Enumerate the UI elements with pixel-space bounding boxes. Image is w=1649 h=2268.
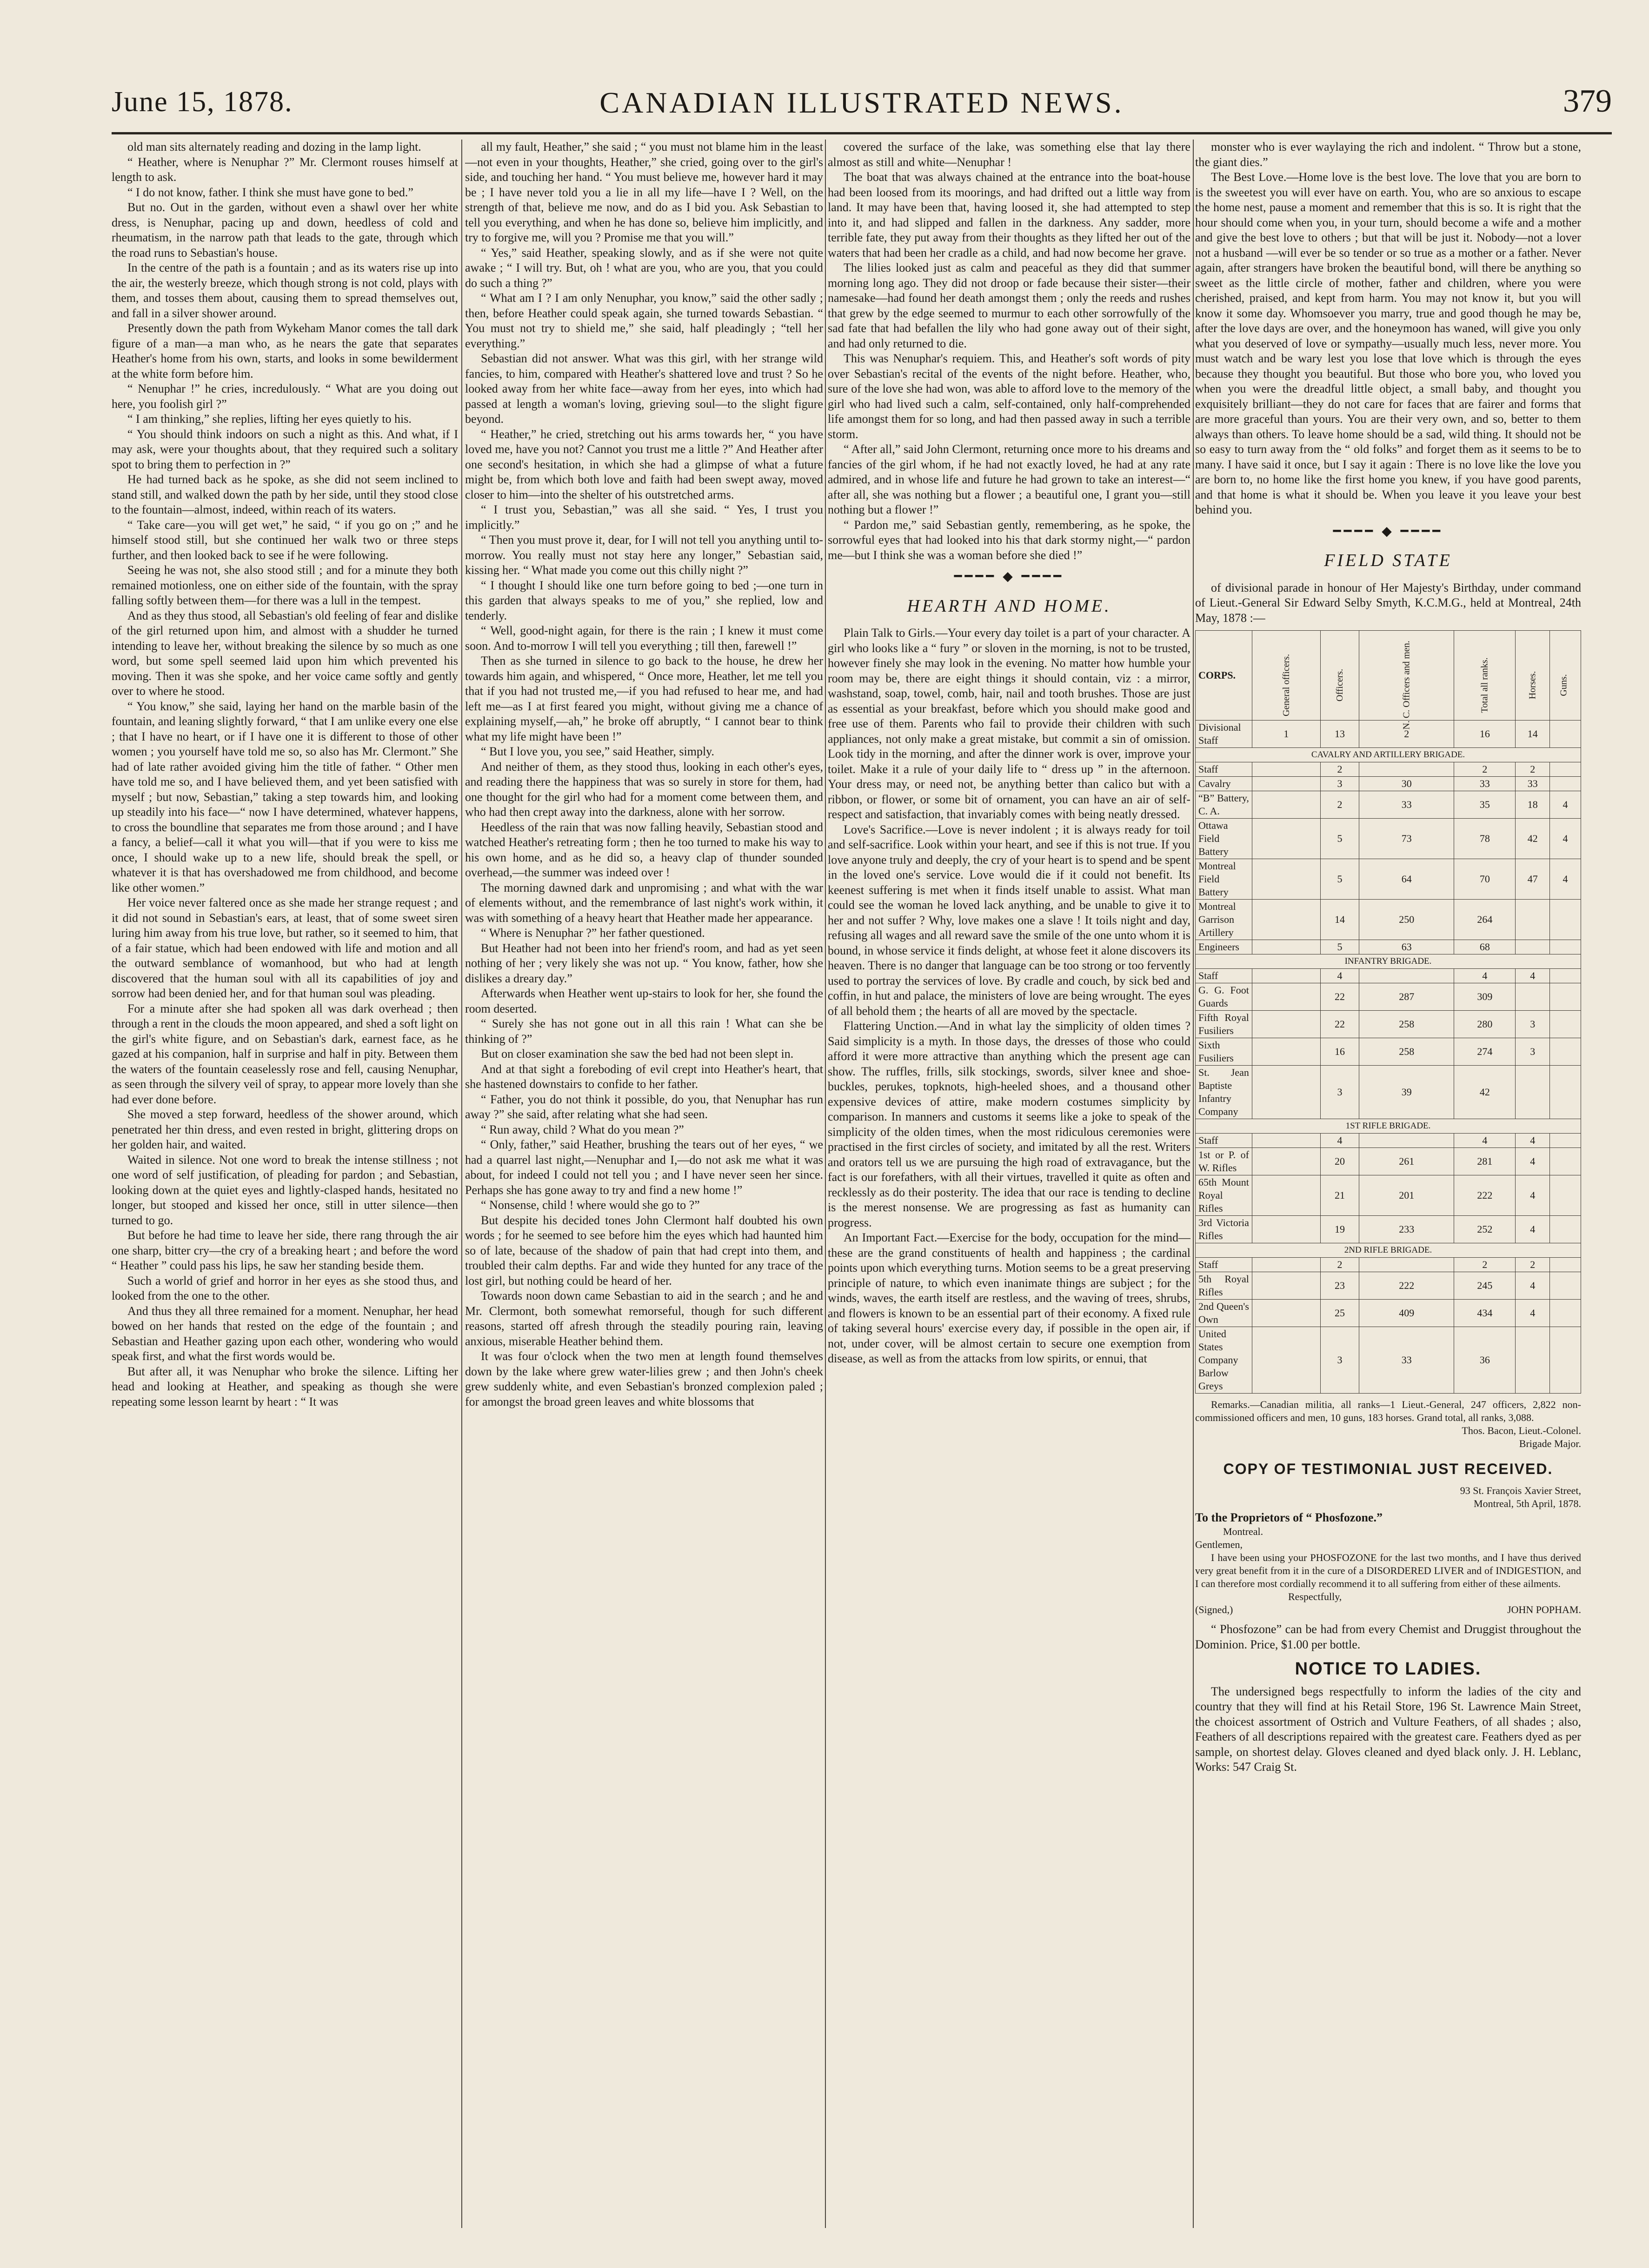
- table-cell: 68: [1454, 940, 1516, 954]
- table-cell: [1359, 762, 1454, 777]
- table-cell: 233: [1359, 1216, 1454, 1243]
- table-cell: [1359, 1258, 1454, 1272]
- table-row: [1196, 1272, 1581, 1300]
- table-cell: 73: [1359, 819, 1454, 859]
- table-cell: St. Jean Baptiste Infantry Company: [1196, 1066, 1252, 1119]
- table-cell: 4: [1550, 791, 1581, 819]
- table-cell: [1516, 940, 1550, 954]
- paragraph: And neither of them, as they stood thus, looking in each other's eyes, and reading there the happiness that was so surely in store for them, had one thought for the girl who had for a moment come between them, and who had then crept away into the darkness, alone with her sorrow.: [465, 760, 823, 819]
- field-state-remarks: Remarks.—Canadian militia, all ranks—1 Lieut.-General, 247 officers, 2,822 non-commissioned officers and men, 10 guns, 183 horses. Grand total, all ranks, 3,088.: [1195, 1399, 1581, 1423]
- table-cell: [1550, 1216, 1581, 1243]
- paragraph: “ Nonsense, child ! where would she go to ?”: [481, 1198, 700, 1212]
- table-cell: [1252, 1038, 1320, 1066]
- table-cell: 287: [1359, 983, 1454, 1011]
- table-cell: 78: [1454, 819, 1516, 859]
- paragraph: “ Surely she has not gone out in all this rain ! What can she be thinking of ?”: [465, 1017, 823, 1046]
- table-cell: [1550, 762, 1581, 777]
- table-cell: 4: [1516, 1134, 1550, 1148]
- table-row: [1196, 859, 1581, 900]
- table-cell: 33: [1454, 777, 1516, 791]
- column-1: [112, 140, 458, 2228]
- table-cell: [1550, 983, 1581, 1011]
- table-cell: 245: [1454, 1272, 1516, 1300]
- masthead-rule: [112, 132, 1612, 134]
- testimonial-signed: (Signed,): [1195, 1604, 1233, 1615]
- table-cell: 2: [1320, 762, 1359, 777]
- table-cell: 3: [1320, 1327, 1359, 1394]
- paragraph: But before he had time to leave her side, there rang through the air one sharp, bitter cry—the cry of a breaking heart ; and before the word “ Heather ” could pass his lips, he saw her standing beside them.: [112, 1228, 458, 1272]
- table-row: [1196, 762, 1581, 777]
- paragraph: “ But I love you, you see,” said Heather, simply.: [481, 745, 714, 758]
- table-cell: 222: [1359, 1272, 1454, 1300]
- table-group-heading: [1196, 1243, 1581, 1258]
- table-cell: [1252, 1066, 1320, 1119]
- table-cell: 16: [1320, 1038, 1359, 1066]
- table-cell: 434: [1454, 1300, 1516, 1327]
- testimonial-signature: [1195, 1603, 1581, 1616]
- table-cell: 25: [1320, 1300, 1359, 1327]
- table-cell: 21: [1320, 1175, 1359, 1216]
- table-cell: 33: [1359, 1327, 1454, 1394]
- table-cell: 70: [1454, 859, 1516, 900]
- paragraph: Presently down the path from Wykeham Manor comes the tall dark figure of a man—a man who, as he nears the gate that separates Heather's home from his own, starts, and looks in some bewilderment at the white form before him.: [112, 321, 458, 380]
- masthead: [112, 74, 1612, 130]
- table-cell: 19: [1320, 1216, 1359, 1243]
- table-cell: 4: [1454, 1134, 1516, 1148]
- table-cell: 5: [1320, 859, 1359, 900]
- paragraph: Sebastian did not answer. What was this girl, with her strange wild fancies, to him, compared with Heather's shattered love and trust ? So he looked away from her white face—away from her eyes, into which had passed at length a woman's loving, grieving soul—to the slight figure beyond.: [465, 352, 823, 426]
- table-cell: 258: [1359, 1011, 1454, 1038]
- table-row: [1196, 1134, 1581, 1148]
- paragraph: “ Nenuphar !” he cries, incredulously. “ What are you doing out here, you foolish girl ?”: [112, 382, 458, 411]
- paragraph: “ Take care—you will get wet,” he said, “ if you go on ;” and he himself stood still, but she continued her walk two or three steps further, and then looked back to see if he were following.: [112, 518, 458, 562]
- paragraph: And thus they all three remained for a moment. Nenuphar, her head bowed on her hands that rested on the edge of the fountain ; and Sebastian and Heather gazing upon each other, wondering who would speak first, and what the first words would be.: [112, 1304, 458, 1363]
- column-divider: [825, 140, 826, 2228]
- table-row: [1196, 983, 1581, 1011]
- paragraph: “ You should think indoors on such a night as this. And what, if I may ask, were your thoughts about, that they required such a solitary spot to bring them to perfection in ?”: [112, 427, 458, 471]
- table-cell: [1550, 1038, 1581, 1066]
- paragraph: old man sits alternately reading and dozing in the lamp light.: [127, 140, 421, 153]
- table-cell: 281: [1454, 1148, 1516, 1175]
- table-row: [1196, 1258, 1581, 1272]
- table-row: [1196, 940, 1581, 954]
- table-row: [1196, 969, 1581, 983]
- table-cell: [1252, 1272, 1320, 1300]
- notice-body: The undersigned begs respectfully to inform the ladies of the city and country that they will find at his Retail Store, 196 St. Lawrence Main Street, the choicest assortment of Ostrich and Vulture Feathers, of all shades ; also, Feathers of all descriptions repaired with the greatest care. Feathers dyed as per sample, on shortest delay. Gloves cleaned and dyed black only. J. H. Leblanc, Works: 547 Craig St.: [1195, 1684, 1581, 1774]
- paragraph: An Important Fact.—Exercise for the body, occupation for the mind—these are the grand constituents of health and happiness ; the cardinal points upon which everything turns. Motion seems to be a great preserving principle of nature, to which even inanimate things are subject ; for the winds, waves, the earth itself are restless, and the waving of trees, shrubs, and flowers is known to be an essential part of their economy. A fixed rule of taking several hours' exercise every day, if possible in the open air, if not, under cover, will be almost certain to secure one exemption from disease, as well as from the attacks from low spirits, or ennui, that: [828, 1231, 1190, 1365]
- section-title: HEARTH AND HOME.: [907, 596, 1111, 616]
- testimonial-closing: Respectfully,: [1288, 1591, 1342, 1602]
- paragraph: “ Only, father,” said Heather, brushing the tears out of her eyes, “ we had a quarrel last night,—Nenuphar and I,—do not ask me what it was about, for indeed I could not tell you ; and I have never seen her since. Perhaps she has gone away to try and find a new home !”: [465, 1138, 823, 1197]
- table-cell: [1359, 969, 1454, 983]
- testimonial-date: Montreal, 5th April, 1878.: [1474, 1497, 1581, 1509]
- table-cell: [1550, 1258, 1581, 1272]
- signature-name: Thos. Bacon, Lieut.-Colonel.: [1462, 1425, 1581, 1436]
- table-cell: [1550, 1327, 1581, 1394]
- table-cell: Cavalry: [1196, 777, 1252, 791]
- table-cell: [1516, 1066, 1550, 1119]
- table-row: [1196, 720, 1581, 748]
- table-cell: 4: [1320, 1134, 1359, 1148]
- paragraph: Such a world of grief and horror in her eyes as she stood thus, and looked from the one to the other.: [112, 1274, 458, 1302]
- table-cell: 4: [1516, 1272, 1550, 1300]
- table-cell: [1550, 1175, 1581, 1216]
- paragraph: “ Father, you do not think it possible, do you, that Nenuphar has run away ?” she said, after relating what she had seen.: [465, 1092, 823, 1121]
- table-cell: Ottawa Field Battery: [1196, 819, 1252, 859]
- testimonial-city: Montreal.: [1223, 1526, 1263, 1537]
- paragraph: Seeing he was not, she also stood still ; and for a minute they both remained motionless, one on either side of the fountain, with the spray falling softly between them—for there was a lull in the tempest.: [112, 563, 458, 607]
- paragraph: “ I thought I should like one turn before going to bed ;—one turn in this garden that always speaks to me of you,” she replied, low and tenderly.: [465, 578, 823, 622]
- table-row: [1196, 777, 1581, 791]
- table-cell: 1st or P. of W. Rifles: [1196, 1148, 1252, 1175]
- paragraph: “ After all,” said John Clermont, returning once more to his dreams and fancies of the girl whom, if he had not exactly loved, he had at any rate admired, and in whose life and future he had grown to take an interest—“ after all, she was nothing but a flower ; a beautiful one, I grant you—still nothing but a flower !”: [828, 442, 1190, 516]
- table-cell: [1550, 1148, 1581, 1175]
- table-cell: 64: [1359, 859, 1454, 900]
- table-cell: Staff: [1196, 1134, 1252, 1148]
- table-cell: 14: [1516, 720, 1550, 748]
- table-cell: 5: [1320, 819, 1359, 859]
- table-header-label: N. C. Officers and men.: [1401, 640, 1412, 730]
- table-cell: G. G. Foot Guards: [1196, 983, 1252, 1011]
- table-cell: 14: [1320, 900, 1359, 940]
- paragraph: The morning dawned dark and unpromising ; and what with the war of elements without, and the remembrance of last night's work within, it was with something of a heavy heart that Heather made her appearance.: [465, 881, 823, 925]
- table-cell: 35: [1454, 791, 1516, 819]
- testimonial-address: 93 St. François Xavier Street,: [1460, 1484, 1581, 1496]
- table-cell: [1252, 777, 1320, 791]
- table-cell: 2nd Queen's Own: [1196, 1300, 1252, 1327]
- paragraph: The Best Love.—Home love is the best love. The love that you are born to is the sweetest you will ever have on earth. You, who are so anxious to escape the home nest, pause a moment and remember that this is so. It is right that the hour should come when you, in your turn, should become a wife and a mother and give the best love to others ; but that will be just it. Nobody—not a lover not a husband —will ever be so tender or so true as a mother or a father. Never again, after strangers have broken the beautiful bond, will there be anything so sweet as the little circle of mother, father and children, where you were cherished, praised, and kept from harm. You may not know it, but you will know it some day. Whomsoever you marry, true and good though he may be, after the love days are over, and the honeymoon has waned, will give you only what you deserved of love or sympathy—usually much less, never more. You must watch and be wary lest you lose that love which is through the eyes because they thought you beautiful. But those who bore you, who loved you when you were the dreadful little object, a small baby, and thought you exquisitely brilliant—they do not care for faces that are fairer and forms that are more graceful than yours. You are their very own, and so, better to them always than others. To leave home should be a sad, wild thing. It should not be so easy to turn away from the “ old folks” and forget them as it seems to be to many. I have said it once, but I say it again : There is no love like the love you are born to, no home like the first home you knew, if you have good parents, and that home is what it should be. When you leave it you leave your best behind you.: [1195, 170, 1581, 516]
- hearth-and-home-articles: [828, 626, 1190, 1367]
- table-group-heading: [1196, 748, 1581, 762]
- paragraph: “ Heather, where is Nenuphar ?” Mr. Clermont rouses himself at length to ask.: [112, 155, 458, 184]
- table-cell: [1252, 969, 1320, 983]
- group-heading-cell: 1ST RIFLE BRIGADE.: [1196, 1119, 1581, 1134]
- table-cell: [1550, 1300, 1581, 1327]
- table-cell: [1252, 762, 1320, 777]
- section-ornament: ━━━━ ◆ ━━━━: [954, 569, 1064, 584]
- table-cell: [1550, 720, 1581, 748]
- table-cell: 39: [1359, 1066, 1454, 1119]
- table-cell: 258: [1359, 1038, 1454, 1066]
- table-cell: 3: [1516, 1011, 1550, 1038]
- table-cell: [1550, 1134, 1581, 1148]
- table-group-heading: [1196, 1119, 1581, 1134]
- table-group-heading: [1196, 954, 1581, 969]
- table-row: [1196, 1327, 1581, 1394]
- paragraph: This was Nenuphar's requiem. This, and Heather's soft words of pity over Sebastian's recital of the events of the night before. Heather, who, sure of the love she had won, was able to afford love to the memory of the girl who had lived such a calm, self-contained, only half-comprehended life amongst them for so long, and had then passed away in such a terrible storm.: [828, 352, 1190, 441]
- table-header-label: General officers.: [1281, 654, 1291, 717]
- table-cell: 2: [1454, 1258, 1516, 1272]
- paragraph: “ I am thinking,” she replies, lifting her eyes quietly to his.: [127, 412, 412, 426]
- table-cell: 4: [1516, 1216, 1550, 1243]
- table-row: [1196, 1300, 1581, 1327]
- table-header: [1252, 631, 1320, 720]
- table-cell: [1252, 1148, 1320, 1175]
- column-4: [1195, 140, 1581, 2228]
- table-cell: 5th Royal Rifles: [1196, 1272, 1252, 1300]
- table-cell: 42: [1516, 819, 1550, 859]
- table-cell: 2: [1359, 720, 1454, 748]
- table-cell: [1252, 819, 1320, 859]
- table-cell: 4: [1320, 969, 1359, 983]
- table-cell: 4: [1550, 819, 1581, 859]
- table-cell: 4: [1516, 1175, 1550, 1216]
- table-cell: 5: [1320, 940, 1359, 954]
- table-cell: 274: [1454, 1038, 1516, 1066]
- paragraph: Towards noon down came Sebastian to aid in the search ; and he and Mr. Clermont, both somewhat remorseful, though for such different reasons, started off afresh through the steadily pouring rain, leaving anxious, miserable Heather behind them.: [465, 1289, 823, 1348]
- table-header: [1550, 631, 1581, 720]
- table-cell: 4: [1516, 969, 1550, 983]
- table-cell: [1252, 1134, 1320, 1148]
- paragraph: “ Run away, child ? What do you mean ?”: [481, 1122, 684, 1136]
- table-cell: 3: [1320, 777, 1359, 791]
- table-cell: 63: [1359, 940, 1454, 954]
- paragraph: The boat that was always chained at the entrance into the boat-house had been loosed from its moorings, and had drifted out a little way from land. It may have been that, having loosed it, she had attempted to step into it, and had slipped and fallen in the darkness. Any sadder, more terrible fate, they put away from their thoughts as they lifted her out of the waters that had been her cradle as a child, and had now become her grave.: [828, 170, 1190, 260]
- paragraph: It was four o'clock when the two men at length found themselves down by the lake where grew water-lilies grew ; and then John's cheek grew suddenly white, and even Sebastian's bronzed complexion paled ; for amongst the broad green leaves and white blossoms that: [465, 1349, 823, 1408]
- table-cell: 280: [1454, 1011, 1516, 1038]
- column-3: [828, 140, 1190, 2228]
- paragraph: For a minute after she had spoken all was dark overhead ; then through a rent in the clouds the moon appeared, and shed a soft light on the girl's white figure, and on Sebastian's dark, earnest face, as he gazed at his companion, half in surprise and half in pity. Between them the waters of the fountain ceaselessly rose and fell, causing Nenuphar, as seen through the silvery veil of spray, to appear more lovely than she had ever done before.: [112, 1001, 458, 1106]
- table-cell: 13: [1320, 720, 1359, 748]
- testimonial-footer: “ Phosfozone” can be had from every Chemist and Druggist throughout the Dominion. Price, $1.00 per bottle.: [1195, 1622, 1581, 1651]
- table-row: [1196, 1038, 1581, 1066]
- table-row: [1196, 1175, 1581, 1216]
- table-cell: [1252, 1327, 1320, 1394]
- table-cell: 2: [1320, 1258, 1359, 1272]
- table-cell: 65th Mount Royal Rifles: [1196, 1175, 1252, 1216]
- table-row: [1196, 819, 1581, 859]
- paragraph: But no. Out in the garden, without even a shawl over her white dress, is Nenuphar, pacing up and down, heedless of cold and rheumatism, in the narrow path that leads to the gate, through which the road runs to Sebastian's house.: [112, 200, 458, 260]
- paragraph: In the centre of the path is a fountain ; and as its waters rise up into the air, the westerly breeze, which though strong is not cold, plays with them, and tosses them about, causing them to spread themselves out, and fall in a silver shower around.: [112, 261, 458, 320]
- table-header-label: Officers.: [1335, 668, 1345, 702]
- table-header: [1359, 631, 1454, 730]
- paragraph: “ I do not know, father. I think she must have gone to bed.”: [127, 185, 413, 199]
- table-cell: [1516, 900, 1550, 940]
- table-cell: 201: [1359, 1175, 1454, 1216]
- table-cell: [1252, 1216, 1320, 1243]
- table-cell: 4: [1516, 1148, 1550, 1175]
- table-cell: [1252, 859, 1320, 900]
- paragraph: “ Well, good-night again, for there is the rain ; I knew it must come soon. And to-morrow I will tell you everything ; till then, farewell !”: [465, 624, 823, 653]
- paragraph: But after all, it was Nenuphar who broke the silence. Lifting her head and looking at Heather, and speaking as though she were repeating some lesson learnt by heart : “ It was: [112, 1364, 458, 1408]
- paragraph: “ Pardon me,” said Sebastian gently, remembering, as he spoke, the sorrowful eyes that had looked into his that dark stormy night,—“ pardon me—but I think she was a woman before she died !”: [828, 518, 1190, 562]
- column-divider: [1193, 140, 1194, 2228]
- paragraph: She moved a step forward, heedless of the shower around, which penetrated her thin dress, and even rested in bright, glittering drops on her golden hair, and waited.: [112, 1107, 458, 1151]
- table-cell: 22: [1320, 983, 1359, 1011]
- table-cell: 42: [1454, 1066, 1516, 1119]
- paragraph: Her voice never faltered once as she made her strange request ; and it did not sound in Sebastian's ears, at least, that of some sweet siren luring him away from his true love, but rather, so it seemed to him, that of a fair statue, which had been endowed with life and motion and all the outward semblance of womanhood, but who had at length discovered that the human soul with all its capabilities of joy and sorrow had been denied her, and for that human soul was pleading.: [112, 896, 458, 1000]
- table-cell: [1252, 940, 1320, 954]
- table-cell: [1550, 1011, 1581, 1038]
- table-cell: Fifth Royal Fusiliers: [1196, 1011, 1252, 1038]
- table-cell: 409: [1359, 1300, 1454, 1327]
- paragraph: Then as she turned in silence to go back to the house, he drew her towards him again, and whispered, “ Once more, Heather, let me tell you that if you had not trusted me,—if you had refused to hear me, and had left me—as I at first feared you might, without giving me a chance of explaining myself,—ah,” he broke off abruptly, “ I cannot bear to think what my life might have been !”: [465, 654, 823, 743]
- table-cell: 261: [1359, 1148, 1454, 1175]
- table-cell: 2: [1320, 791, 1359, 819]
- table-header: [1516, 631, 1550, 720]
- paragraph: “ What am I ? I am only Nenuphar, you know,” said the other sadly ; then, before Heather could speak again, she turned towards Sebastian. “ You must not try to shield me,” she said, half pleadingly ; “tell her everything.”: [465, 291, 823, 350]
- table-cell: 47: [1516, 859, 1550, 900]
- paragraph: Flattering Unction.—And in what lay the simplicity of olden times ? Said simplicity is a myth. In those days, the dresses of those who could afford it were more attractive than anything which the present age can show. The ruffles, frills, silk stockings, swords, silver knee and shoe-buckles, perukes, topknots, high-heeled shoes, and a thousand other expensive devices of attire, make modern costumes simplicity by comparison. In manners and customs it seems like a joke to speak of the simplicity of the olden times, when the most ridiculous ceremonies were practised in the first circles of society, and imitated by all the rest. Writers and orators tell us we are pursuing the high road of extravagance, but the fact is our forefathers, with all their virtues, travelled it quite as often and recklessly as do their posterity. The idea that our race is tending to decline is the merest nonsense. We are progressing as fast as humanity can progress.: [828, 1019, 1190, 1229]
- field-state-table: [1195, 630, 1581, 1394]
- notice-title: NOTICE TO LADIES.: [1295, 1659, 1482, 1679]
- testimonial-recipient: To the Proprietors of “ Phosfozone.”: [1195, 1510, 1383, 1524]
- section-ornament: ━━━━ ◆ ━━━━: [1333, 524, 1443, 539]
- table-cell: 3: [1516, 1038, 1550, 1066]
- paragraph: “ You know,” she said, laying her hand on the marble basin of the fountain, and leaning slightly forward, “ that I am unlike every one else ; that I have no heart, or if I have one it is different to those of other women ; you yourself have told me so, so also has Mr. Clermont.” She had of late rather avoided giving him the title of father. “ Other men have told me so, and I have believed them, and yet been satisfied with myself ; but now, Sebastian,” taking a step towards him, and looking up steadily into his face—“ now I have determined, whatever happens, to cross the boundline that separates me from those around ; and I have a fancy, a belief—call it what you will—that if you were to kiss me once, I should wake up to a new life, should break the spell, or whatever it is that has overshadowed me from childhood, and become like other women.”: [112, 699, 458, 894]
- group-heading-cell: 2ND RIFLE BRIGADE.: [1196, 1243, 1581, 1258]
- table-cell: 1: [1252, 720, 1320, 748]
- paragraph: “ Then you must prove it, dear, for I will not tell you anything until to-morrow. You really must not stay here any longer,” Sebastian said, kissing her. “ What made you come out this chilly night ?”: [465, 533, 823, 577]
- table-cell: “B” Battery, C. A.: [1196, 791, 1252, 819]
- issue-date: June 15, 1878.: [112, 86, 293, 118]
- paragraph: And as they thus stood, all Sebastian's old feeling of fear and dislike of the girl returned upon him, and almost with a shudder he turned intending to leave her, without breaking the silence by so much as one word, but some spell seemed laid upon him which prevented his moving. Then it was she spoke, and her voice came softly and gently over to where he stood.: [112, 608, 458, 698]
- paragraph: The lilies looked just as calm and peaceful as they did that summer morning long ago. They did not droop or fade because their sister—their namesake—had found her death amongst them ; only the reeds and rushes that grew by the edge seemed to murmur to each other sorrowfully of the sad fate that had befallen the lily who had gone away out of their sight, and had only returned to die.: [828, 261, 1190, 350]
- table-cell: Staff: [1196, 762, 1252, 777]
- table-cell: [1252, 1011, 1320, 1038]
- paragraph: But Heather had not been into her friend's room, and had as yet seen nothing of her ; very likely she was not up. “ You know, father, how she dislikes a dreary day.”: [465, 941, 823, 985]
- field-state-title: FIELD STATE: [1324, 551, 1452, 570]
- column-divider: [461, 140, 462, 2228]
- table-header-label: Total all ranks.: [1479, 657, 1490, 713]
- column-2: [465, 140, 823, 2228]
- table-row: [1196, 1216, 1581, 1243]
- paragraph: Plain Talk to Girls.—Your every day toilet is a part of your character. A girl who looks like a “ fury ” or sloven in the morning, is not to be trusted, however finely she may look in the evening. No matter how humble your room may be, there are eight things it should contain, viz : a mirror, washstand, soap, towel, comb, hair, nail and tooth brushes. Those are just as essential as your breakfast, before which you should make good and free use of them. Parents who fail to provide their children with such appliances, not only make a great mistake, but commit a sin of omission. Look tidy in the morning, and after the dinner work is over, improve your toilet. Make it a rule of your daily life to “ dress up ” in the afternoon. Your dress may, or need not, be anything better than calico but with a ribbon, or flower, or some bit of ornament, you can have an air of self-respect and satisfaction, that invariably comes with being neatly dressed.: [828, 626, 1190, 821]
- testimonial-body: I have been using your PHOSFOZONE for the last two months, and I have thus derived very great benefit from it in the cure of a DISORDERED LIVER and of INDIGESTION, and I can therefore most cordially recommend it to all suffering from either of these ailments.: [1195, 1552, 1581, 1589]
- paragraph: Afterwards when Heather went up-stairs to look for her, she found the room deserted.: [465, 987, 823, 1015]
- paragraph: all my fault, Heather,” she said ; “ you must not blame him in the least—not even in your thoughts, Heather,” she cried, going over to the girl's side, and touching her hand. “ You must believe me, however hard it may be ; I have never told you a lie in all my life—have I ? Well, on the strength of that, believe me now, and do as I bid you. Ask Sebastian to tell you everything, and when he has done so, believe him implicitly, and try to forgive me, will you ? Promise me that you will.”: [465, 140, 823, 244]
- table-cell: 3rd Victoria Rifles: [1196, 1216, 1252, 1243]
- table-cell: 2: [1516, 1258, 1550, 1272]
- paragraph: “ Yes,” said Heather, speaking slowly, and as if she were not quite awake ; “ I will try. But, oh ! what are you, who are you, that you could do such a thing ?”: [465, 246, 823, 290]
- table-cell: [1359, 1134, 1454, 1148]
- table-cell: [1252, 900, 1320, 940]
- table-cell: [1516, 1327, 1550, 1394]
- table-row: [1196, 791, 1581, 819]
- table-cell: United States Company Barlow Greys: [1196, 1327, 1252, 1394]
- table-cell: 4: [1454, 969, 1516, 983]
- story-conclusion: [828, 140, 1190, 563]
- paragraph: Waited in silence. Not one word to break the intense stillness ; not one word of self justification, of pleading for pardon ; and Sebastian, looking down at the quiet eyes and lightly-clasped hands, hesitated no longer, but stooped and kissed her once, still in utter silence—then turned to go.: [112, 1153, 458, 1227]
- table-row: [1196, 1148, 1581, 1175]
- table-cell: 33: [1359, 791, 1454, 819]
- table-cell: [1550, 777, 1581, 791]
- table-row: [1196, 900, 1581, 940]
- table-header-label: Horses.: [1527, 671, 1538, 700]
- paragraph: Love's Sacrifice.—Love is never indolent ; it is always ready for toil and self-sacrifice. Look within your heart, and see if this is not true. If you love anyone truly and deeply, the cry of your heart is to spend and be spent in the loved one's service. Love would die if it could not benefit. Its keenest suffering is met when it finds itself unable to assist. What man could see the woman he loved lack anything, and be unable to give it to her and not suffer ? Why, love makes one a slave ! It toils night and day, refusing all wages and all reward save the smile of the one unto whom it is bound, in whose service it finds delight, at whose feet it alone discovers its heaven. There is no danger that language can be too strong or too fervently used to portray the services of love. By cradle and couch, by sick bed and coffin, in hut and palace, the ministers of love are being wrought. The eyes of all behold them ; the hearts of all are moved by the spectacle.: [828, 822, 1190, 1018]
- paragraph: “ Heather,” he cried, stretching out his arms towards her, “ you have loved me, have you not? Cannot you trust me a little ?” And Heather after one second's hesitation, in which she had a glimpse of what a future might be, from which both love and faith had been swept away, moved closer to him—into the shelter of his outstretched arms.: [465, 427, 823, 501]
- table-cell: 4: [1516, 1300, 1550, 1327]
- table-cell: 22: [1320, 1011, 1359, 1038]
- table-cell: [1550, 969, 1581, 983]
- table-cell: [1516, 983, 1550, 1011]
- table-cell: Montreal Garrison Artillery: [1196, 900, 1252, 940]
- field-state-intro: of divisional parade in honour of Her Majesty's Birthday, under command of Lieut.-General Sir Edward Selby Smyth, K.C.M.G., held at Montreal, 24th May, 1878 :—: [1195, 580, 1581, 625]
- table-cell: 16: [1454, 720, 1516, 748]
- table-cell: [1550, 900, 1581, 940]
- paragraph: But on closer examination she saw the bed had not been slept in.: [481, 1047, 794, 1061]
- table-cell: [1252, 1300, 1320, 1327]
- table-cell: Sixth Fusiliers: [1196, 1038, 1252, 1066]
- paragraph: But despite his decided tones John Clermont half doubted his own words ; for he seemed to see before him the eyes which had haunted him so of late, because of the shadow of pain that had crept into them, and troubled their calm depths. Far and wide they hunted for any trace of the lost girl, but nothing could be heard of her.: [465, 1213, 823, 1287]
- table-cell: [1550, 1066, 1581, 1119]
- table-cell: 252: [1454, 1216, 1516, 1243]
- table-header: CORPS.: [1196, 631, 1252, 720]
- paragraph: And at that sight a foreboding of evil crept into Heather's heart, that she hastened downstairs to confide to her father.: [465, 1062, 823, 1091]
- paragraph: “ I trust you, Sebastian,” was all she said. “ Yes, I trust you implicitly.”: [465, 503, 823, 532]
- table-header: [1320, 631, 1359, 720]
- table-cell: 18: [1516, 791, 1550, 819]
- table-cell: Engineers: [1196, 940, 1252, 954]
- table-cell: [1252, 791, 1320, 819]
- testimonial-title: COPY OF TESTIMONIAL JUST RECEIVED.: [1223, 1461, 1553, 1477]
- table-cell: Staff: [1196, 1258, 1252, 1272]
- table-cell: 250: [1359, 900, 1454, 940]
- table-cell: 264: [1454, 900, 1516, 940]
- table-cell: [1252, 983, 1320, 1011]
- paragraph: covered the surface of the lake, was something else that lay there almost as still and white—Nenuphar !: [828, 140, 1190, 169]
- table-cell: Staff: [1196, 969, 1252, 983]
- table-cell: 33: [1516, 777, 1550, 791]
- table-header-label: Guns.: [1558, 674, 1569, 696]
- table-cell: Montreal Field Battery: [1196, 859, 1252, 900]
- testimonial-salutation: Gentlemen,: [1195, 1539, 1243, 1550]
- table-cell: 309: [1454, 983, 1516, 1011]
- paragraph: Heedless of the rain that was now falling heavily, Sebastian stood and watched Heather's retreating form ; then he too turned to make his way to his own home, and as he did so, a heavy clap of thunder sounded overhead,—the summer was indeed over !: [465, 820, 823, 879]
- table-cell: [1252, 1175, 1320, 1216]
- table-row: [1196, 1011, 1581, 1038]
- signature-role: Brigade Major.: [1519, 1438, 1581, 1449]
- table-cell: 4: [1550, 859, 1581, 900]
- page-number: 379: [1563, 83, 1612, 119]
- newspaper-title: CANADIAN ILLUSTRATED NEWS.: [599, 86, 1124, 119]
- paragraph: “ Where is Nenuphar ?” her father questioned.: [481, 926, 705, 940]
- table-cell: 30: [1359, 777, 1454, 791]
- testimonial-signer: JOHN POPHAM.: [1507, 1604, 1581, 1615]
- table-cell: [1550, 1272, 1581, 1300]
- paragraph: monster who is ever waylaying the rich and indolent. “ Throw but a stone, the giant dies.”: [1195, 140, 1581, 169]
- table-cell: Divisional Staff: [1196, 720, 1252, 748]
- table-cell: 36: [1454, 1327, 1516, 1394]
- table-cell: 23: [1320, 1272, 1359, 1300]
- table-header: [1454, 631, 1516, 720]
- table-cell: 222: [1454, 1175, 1516, 1216]
- group-heading-cell: INFANTRY BRIGADE.: [1196, 954, 1581, 969]
- table-row: [1196, 1066, 1581, 1119]
- table-cell: [1252, 1258, 1320, 1272]
- table-cell: [1550, 940, 1581, 954]
- best-love-article: [1195, 140, 1581, 518]
- table-cell: 3: [1320, 1066, 1359, 1119]
- table-cell: 20: [1320, 1148, 1359, 1175]
- table-cell: 2: [1454, 762, 1516, 777]
- paragraph: He had turned back as he spoke, as she did not seem inclined to stand still, and walked down the path by her side, until they stood close to the fountain—almost, indeed, within reach of its waters.: [112, 473, 458, 516]
- table-cell: 2: [1516, 762, 1550, 777]
- group-heading-cell: CAVALRY AND ARTILLERY BRIGADE.: [1196, 748, 1581, 762]
